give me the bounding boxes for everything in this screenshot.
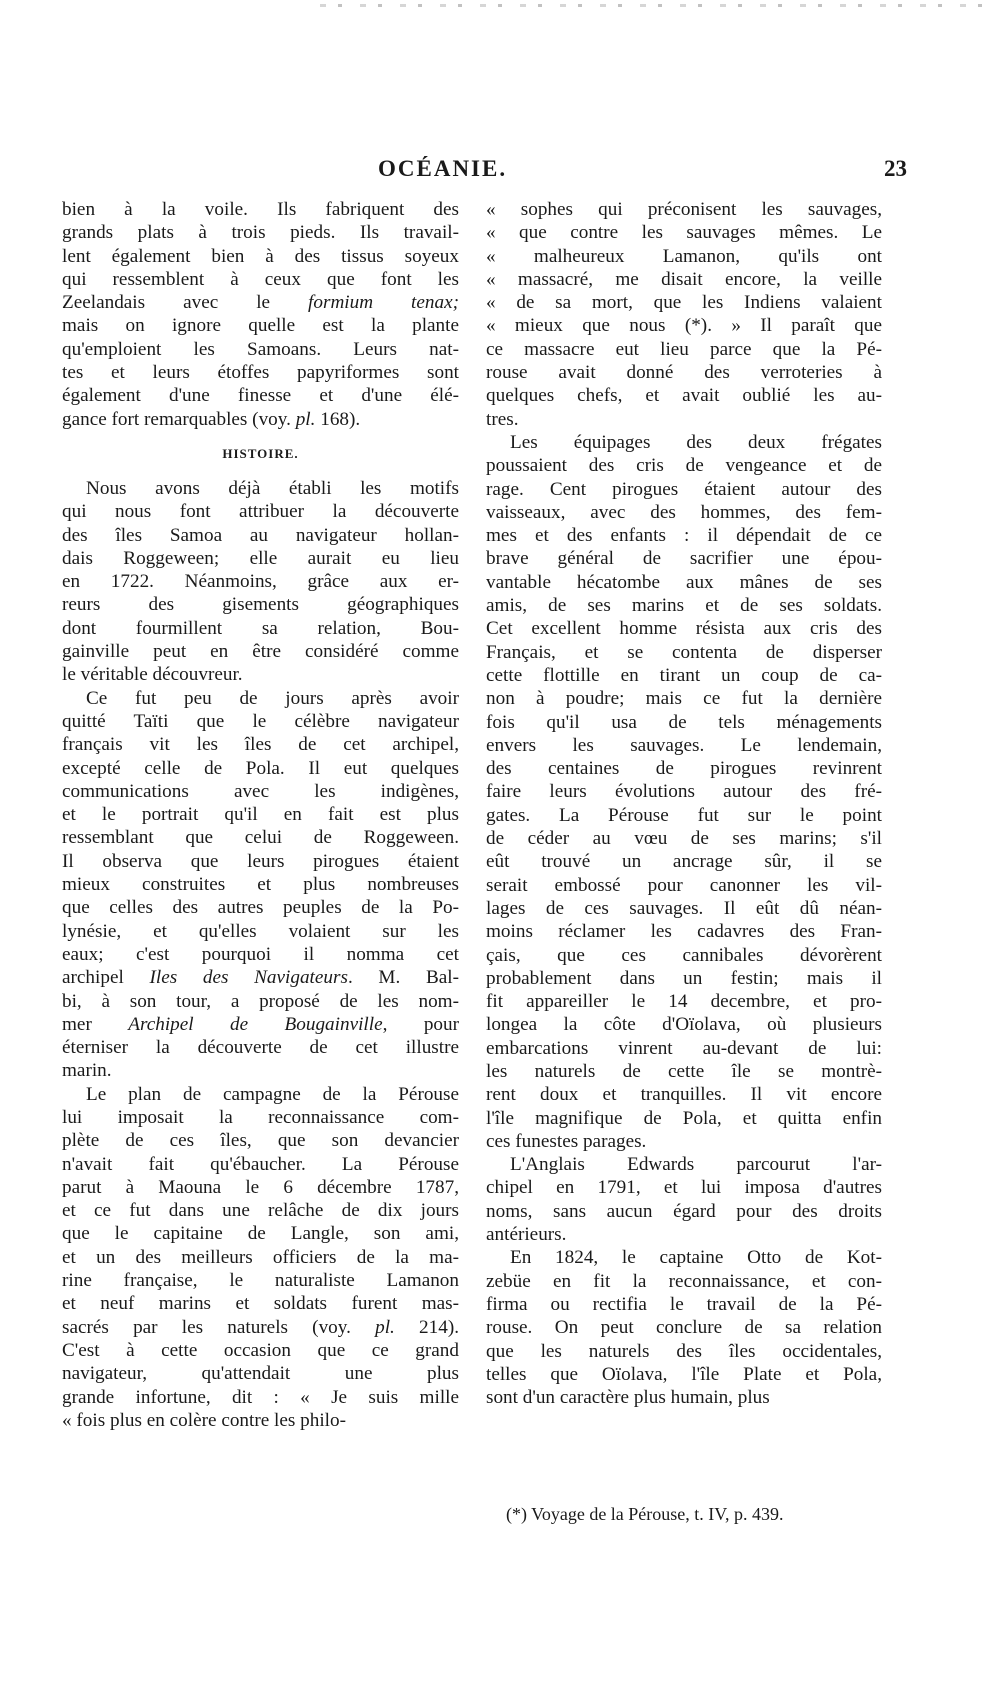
text-line: « que contre les sauvages mêmes. Le <box>486 222 882 244</box>
scan-artifact <box>320 4 1000 7</box>
text-line: qu'emploient les Samoans. Leurs nat- <box>62 338 459 360</box>
text-line: l'île magnifique de Pola, et quitta enfin <box>486 1107 882 1129</box>
text-line: embarcations vinrent au-devant de lui: <box>486 1037 882 1059</box>
text-line: « fois plus en colère contre les philo- <box>62 1409 346 1431</box>
text-line: fit appareiller le 14 decembre, et pro- <box>486 991 882 1013</box>
text-line: archipel Iles des Navigateurs. M. Bal- <box>62 967 459 989</box>
text-line: des îles Samoa au navigateur hollan- <box>62 524 459 546</box>
text-line: et un des meilleurs officiers de la ma- <box>62 1246 459 1268</box>
text-line: « sophes qui préconisent les sauvages, <box>486 199 882 220</box>
text-line: sacrés par les naturels (voy. pl. 214). <box>62 1316 460 1338</box>
text-line: brave général de sacrifier une épou- <box>486 548 882 570</box>
text-line: que les naturels des îles occidentales, <box>486 1340 882 1362</box>
text-line: des centaines de pirogues revinrent <box>486 758 882 780</box>
text-line: Cet excellent homme résista aux cris des <box>486 618 882 640</box>
text-line: firma ou rectifia le travail de la Pé- <box>486 1293 882 1315</box>
text-line: Les équipages des deux frégates <box>510 431 882 453</box>
text-line: rage. Cent pirogues étaient autour des <box>486 478 882 500</box>
text-line: rouse avait donné des verroteries à <box>486 362 882 384</box>
text-line: chipel en 1791, et lui imposa d'autres <box>486 1177 882 1199</box>
text-line: mer Archipel de Bougainville, pour <box>62 1013 459 1035</box>
paragraph <box>486 198 882 431</box>
text-line: navigateur, qu'attendait une plus <box>62 1363 459 1385</box>
text-line: fois qu'il usa de tels ménagements <box>486 711 882 733</box>
text-line: Zeelandais avec le formium tenax; <box>62 292 459 314</box>
text-line: longea la côte d'Oïolava, où plusieurs <box>486 1014 882 1036</box>
paragraph <box>486 1153 882 1246</box>
text-line: probablement dans un festin; mais il <box>486 967 882 989</box>
text-line: rine française, le naturaliste Lamanon <box>62 1270 459 1292</box>
running-title: OCÉANIE. <box>378 156 508 181</box>
right-column <box>486 198 882 1409</box>
text-line: le véritable découvreur. <box>62 664 243 686</box>
footnote: (*) Voyage de la Pérouse, t. IV, p. 439. <box>506 1504 784 1524</box>
text-line: faire leurs évolutions autour des fré- <box>486 781 882 803</box>
paragraph <box>62 477 459 687</box>
text-line: dais Roggeween; elle aurait eu lieu <box>62 547 459 569</box>
text-line: ressemblant que celui de Roggeween. <box>62 827 459 849</box>
page-number: 23 <box>884 156 907 181</box>
text-line: de céder au vœu de ses marins; s'il <box>486 828 882 850</box>
text-line: communications avec les indigènes, <box>62 780 459 802</box>
text-line: bi, à son tour, a proposé de les nom- <box>62 990 459 1012</box>
text-line: C'est à cette occasion que ce grand <box>62 1339 459 1361</box>
text-line: lent également bien à des tissus soyeux <box>62 245 459 267</box>
italic-text: pl. <box>375 1316 395 1338</box>
text-line: qui ressemblent à ceux que font les <box>62 268 459 290</box>
text-line: mais on ignore quelle est la plante <box>62 315 459 337</box>
text-line: dont fourmillent sa relation, Bou- <box>62 617 459 639</box>
italic-text: Iles des Navigateurs <box>149 967 348 989</box>
text-line: Il observa que leurs pirogues étaient <box>62 850 459 872</box>
text-line: gance fort remarquables (voy. pl. 168). <box>62 408 361 430</box>
paragraph <box>486 1246 882 1409</box>
italic-text: formium tenax; <box>308 292 459 314</box>
text-line: poussaient des cris de vengeance et de <box>486 455 882 477</box>
text-line: rent doux et tranquilles. Il vit encore <box>486 1084 882 1106</box>
text-line: grands plats à trois pieds. Ils travail- <box>62 222 459 244</box>
text-line: plète de ces îles, que son devancier <box>62 1130 459 1152</box>
text-line: tes et leurs étoffes papyriformes sont <box>62 362 459 384</box>
text-line: antérieurs. <box>486 1224 567 1246</box>
text-line: mieux construites et plus nombreuses <box>62 874 459 896</box>
text-line: éterniser la découverte de cet illustre <box>62 1037 459 1059</box>
text-line: reurs des gisements géographiques <box>62 594 459 616</box>
text-line: « de sa mort, que les Indiens valaient <box>486 292 882 314</box>
text-line: quitté Taïti que le célèbre navigateur <box>62 710 459 732</box>
text-line: noms, sans aucun égard pour des droits <box>486 1200 882 1222</box>
text-line: mes et des enfants : il dépendait de ce <box>486 525 882 547</box>
paragraph <box>62 198 459 431</box>
text-line: non à poudre; mais ce fut la dernière <box>486 688 882 710</box>
text-line: gates. La Pérouse fut sur le point <box>486 804 882 826</box>
text-line: également d'une finesse et d'une élé- <box>62 385 459 407</box>
text-line: En 1824, le captaine Otto de Kot- <box>510 1247 882 1269</box>
text-line: Nous avons déjà établi les motifs <box>86 477 459 499</box>
text-line: vantable hécatombe aux mânes de ses <box>486 571 882 593</box>
text-line: parut à Maouna le 6 décembre 1787, <box>62 1176 459 1198</box>
text-line: eaux; c'est pourquoi il nomma cet <box>62 943 459 965</box>
text-line: et ce fut dans une relâche de dix jours <box>62 1200 459 1222</box>
text-line: les naturels de cette île se montrè- <box>486 1060 882 1082</box>
text-line: lages de ces sauvages. Il eût dû néan- <box>486 897 882 919</box>
section-heading: HISTOIRE. <box>222 445 299 461</box>
text-line: excepté celle de Pola. Il eut quelques <box>62 757 459 779</box>
text-line: et neuf marins et soldats furent mas- <box>62 1293 459 1315</box>
paragraph <box>62 687 459 1083</box>
text-line: bien à la voile. Ils fabriquent des <box>62 199 459 220</box>
text-line: amis, de ses marins et de ses soldats. <box>486 595 882 617</box>
text-line: marin. <box>62 1060 112 1082</box>
text-line: L'Anglais Edwards parcourut l'ar- <box>510 1154 882 1176</box>
text-line: en 1722. Néanmoins, grâce aux er- <box>62 571 459 593</box>
text-line: çais, que ces cannibales dévorèrent <box>486 944 882 966</box>
text-line: eût trouvé un ancrage sûr, il se <box>486 851 882 873</box>
text-line: serait embossé pour canonner les vil- <box>486 874 882 896</box>
italic-text: Archipel de Bougainville <box>128 1013 383 1035</box>
text-line: Le plan de campagne de la Pérouse <box>86 1083 459 1105</box>
text-line: zebüe en fit la reconnaissance, et con- <box>486 1270 882 1292</box>
running-head <box>0 156 1000 186</box>
text-line: lynésie, et qu'elles volaient sur les <box>62 920 459 942</box>
text-line: « malheureux Lamanon, qu'ils ont <box>486 245 882 267</box>
text-line: quelques chefs, et avait oublié les au- <box>486 385 882 407</box>
text-line: que le capitaine de Langle, son ami, <box>62 1223 459 1245</box>
text-line: qui nous font attribuer la découverte <box>62 501 459 523</box>
text-line: français vit les îles de cet archipel, <box>62 734 459 756</box>
text-line: grande infortune, dit : « Je suis mille <box>62 1386 459 1408</box>
text-line: n'avait fait qu'ébaucher. La Pérouse <box>62 1153 459 1175</box>
text-line: vaisseaux, avec des hommes, des fem- <box>486 501 882 523</box>
text-line: sont d'un caractère plus humain, plus <box>486 1387 770 1409</box>
text-line: lui imposait la reconnaissance com- <box>62 1106 459 1128</box>
text-line: envers les sauvages. Le lendemain, <box>486 734 882 756</box>
paragraph <box>486 431 882 1153</box>
text-line: gainville peut en être considéré comme <box>62 641 459 663</box>
italic-text: pl. <box>295 408 316 430</box>
text-line: cette flottille en tirant un coup de ca- <box>486 664 882 686</box>
paragraph <box>62 1083 459 1432</box>
text-line: « massacré, me disait encore, la veille <box>486 268 882 290</box>
left-column <box>62 198 459 1432</box>
text-line: ce massacre eut lieu parce que la Pé- <box>486 338 882 360</box>
text-line: et le portrait qu'il en fait est plus <box>62 804 459 826</box>
text-line: Ce fut peu de jours après avoir <box>86 687 459 709</box>
text-line: ces funestes parages. <box>486 1130 647 1152</box>
text-line: que celles des autres peuples de la Po- <box>62 897 459 919</box>
text-line: moins réclamer les cadavres des Fran- <box>486 921 882 943</box>
text-line: « mieux que nous (*). » Il paraît que <box>486 315 882 337</box>
text-line: tres. <box>486 408 519 430</box>
text-line: rouse. On peut conclure de sa relation <box>486 1317 882 1339</box>
text-line: Français, et se contenta de disperser <box>486 641 882 663</box>
text-line: telles que Oïolava, l'île Plate et Pola, <box>486 1363 882 1385</box>
